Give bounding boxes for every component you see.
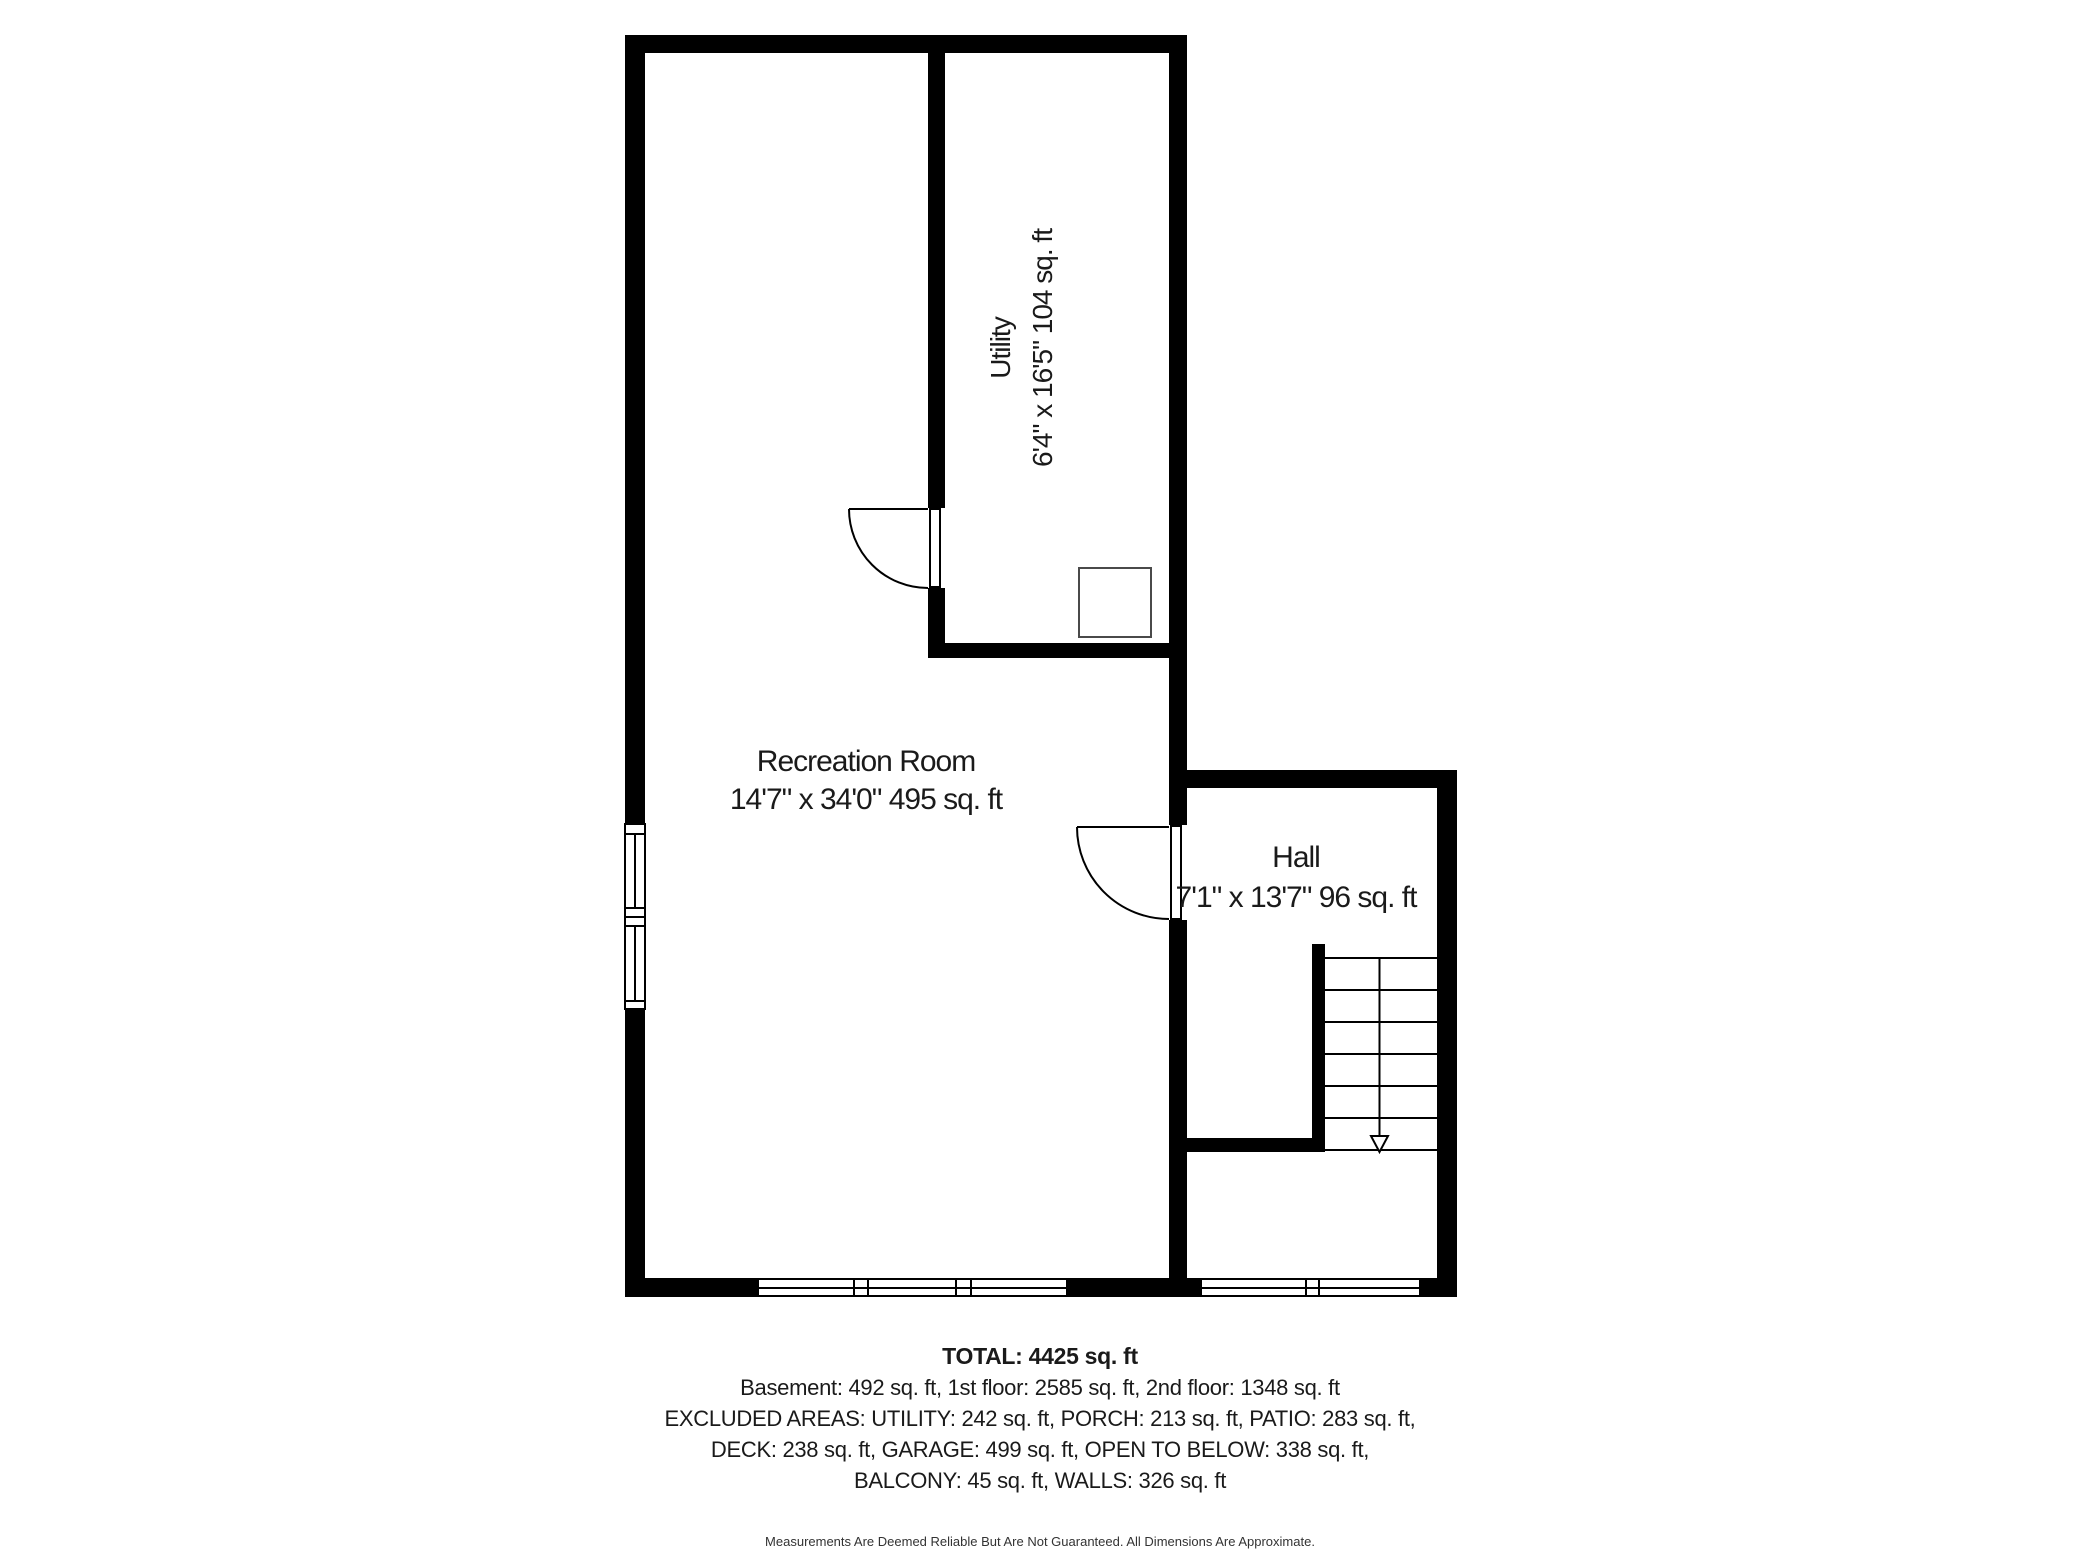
room-dimensions: 7'1" x 13'7" 96 sq. ft (1175, 881, 1417, 914)
utility-room-label (980, 68, 1064, 628)
landing-bottom-window (1200, 1278, 1421, 1297)
window-sill-line (626, 1000, 644, 1002)
summary-line: Basement: 492 sq. ft, 1st floor: 2585 sq. ft, 2nd floor: 1348 sq. ft (740, 1375, 1340, 1400)
staircase (1325, 958, 1437, 1152)
hall-room-label (1046, 838, 1546, 918)
wall-exterior-top (625, 35, 1187, 53)
room-dimensions: 14'7" x 34'0" 495 sq. ft (729, 783, 1003, 816)
utility-door-swing-icon (849, 509, 928, 588)
window-divider-line (626, 907, 644, 909)
wall-utility-bottom (928, 643, 1187, 658)
stair-down-arrow-icon (1371, 1136, 1388, 1152)
recreation-room-label (566, 743, 1166, 819)
left-wall-window (624, 823, 646, 1010)
disclaimer-text: Measurements Are Deemed Reliable But Are Not Guaranteed. All Dimensions Are Approximate. (765, 1534, 1315, 1549)
wall-hall-bottom (1169, 1138, 1325, 1152)
total-area-text: TOTAL: 4425 sq. ft (942, 1343, 1138, 1369)
wall-hall-top (1169, 770, 1457, 788)
recreation-bottom-window (757, 1278, 1068, 1297)
summary-line: EXCLUDED AREAS: UTILITY: 242 sq. ft, PORCH: 213 sq. ft, PATIO: 283 sq. ft, (664, 1406, 1416, 1431)
window-mullion (1318, 1280, 1320, 1295)
wall-east (1169, 35, 1187, 1297)
window-mullion (867, 1280, 869, 1295)
area-summary (240, 1341, 1840, 1496)
window-glass-line (759, 1287, 1066, 1289)
wall-exterior-left (625, 35, 645, 1297)
room-dimensions: 6'4" x 16'5" 104 sq. ft (1027, 229, 1058, 467)
window-glass-line (634, 835, 636, 907)
room-name: Recreation Room (756, 745, 976, 778)
room-name: Hall (1272, 841, 1320, 874)
window-mullion (970, 1280, 972, 1295)
window-glass-line (634, 927, 636, 1000)
window-divider-line (626, 916, 644, 918)
utility-door-leaf (929, 508, 941, 588)
room-name: Utility (985, 317, 1016, 379)
window-mullion (853, 1280, 855, 1295)
summary-line: DECK: 238 sq. ft, GARAGE: 499 sq. ft, OPEN TO BELOW: 338 sq. ft, (710, 1437, 1370, 1462)
utility-equipment-box (1078, 567, 1152, 638)
window-mullion (955, 1280, 957, 1295)
summary-line: BALCONY: 45 sq. ft, WALLS: 326 sq. ft (853, 1468, 1227, 1493)
window-glass-line (1202, 1287, 1419, 1289)
wall-stair-west (1312, 944, 1325, 1152)
window-mullion (1305, 1280, 1307, 1295)
